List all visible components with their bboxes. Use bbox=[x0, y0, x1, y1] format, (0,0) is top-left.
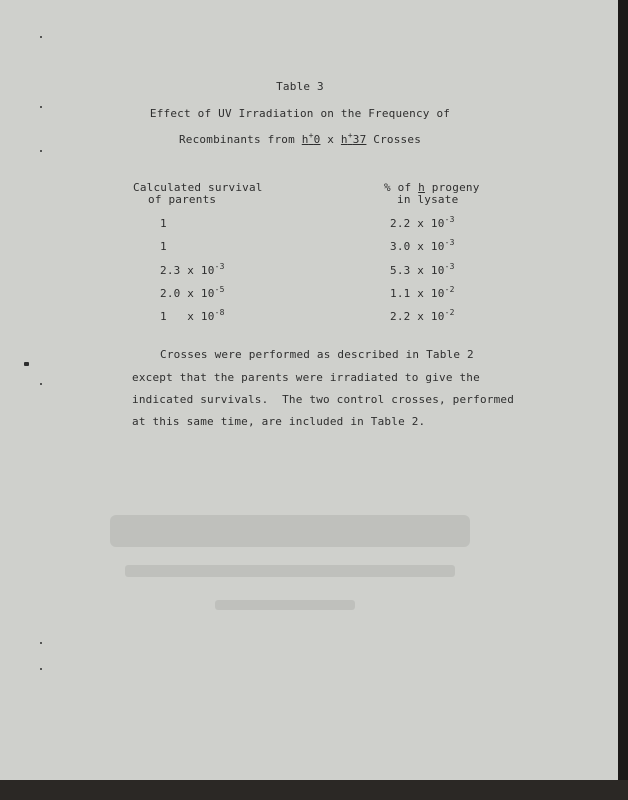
caption-prefix: Recombinants from bbox=[178, 133, 302, 146]
cross-right bbox=[341, 133, 367, 146]
cross-right-num: 37 bbox=[352, 133, 367, 146]
note-line2: except that the parents were irradiated to give the bbox=[132, 371, 480, 384]
margin-speck bbox=[40, 383, 42, 385]
col2-header-suffix: progeny bbox=[424, 181, 480, 194]
cross-right-sup: + bbox=[347, 131, 353, 140]
row-3-progeny bbox=[390, 262, 455, 277]
table-caption-line1: Effect of UV Irradiation on the Frequency of bbox=[149, 107, 451, 120]
progeny-base: 2.2 x 10 bbox=[390, 310, 445, 323]
watermark-bleedthrough bbox=[95, 505, 495, 645]
margin-speck bbox=[40, 36, 42, 38]
progeny-exp: -3 bbox=[444, 262, 455, 271]
progeny-base: 3.0 x 10 bbox=[390, 240, 445, 253]
row-2-survival bbox=[160, 238, 167, 253]
survival-exp: -5 bbox=[214, 285, 225, 294]
row-5-survival bbox=[160, 308, 225, 323]
col2-header-prefix: % of bbox=[384, 181, 419, 194]
row-4-progeny bbox=[390, 285, 455, 300]
cross-times: x bbox=[320, 133, 341, 146]
cross-left bbox=[302, 133, 321, 146]
caption-suffix: Crosses bbox=[366, 133, 422, 146]
col1-header-line1: Calculated survival bbox=[133, 181, 263, 194]
cross-left-sup: + bbox=[308, 131, 314, 140]
note-line1: Crosses were performed as described in Table 2 bbox=[160, 348, 474, 361]
cross-left-num: 0 bbox=[313, 133, 321, 146]
table-title: Table 3 bbox=[276, 80, 324, 93]
survival-base: 2.3 x 10 bbox=[160, 264, 215, 277]
margin-speck bbox=[40, 150, 42, 152]
row-2-progeny bbox=[390, 238, 455, 253]
progeny-exp: -3 bbox=[444, 238, 455, 247]
cross-left-base: h bbox=[301, 133, 309, 146]
row-1-progeny bbox=[390, 215, 455, 230]
col2-header-h: h bbox=[418, 181, 425, 194]
row-3-survival bbox=[160, 262, 225, 277]
survival-exp: -8 bbox=[214, 308, 225, 317]
row-5-progeny bbox=[390, 308, 455, 323]
survival-base: 2.0 x 10 bbox=[160, 287, 215, 300]
table-caption-line2 bbox=[0, 131, 600, 146]
survival-exp: -3 bbox=[214, 262, 225, 271]
progeny-exp: -3 bbox=[444, 215, 455, 224]
survival-base: 1 bbox=[160, 217, 167, 230]
note-line4: at this same time, are included in Table 2. bbox=[132, 415, 426, 428]
survival-base: 1 x 10 bbox=[160, 310, 215, 323]
col2-header-line2: in lysate bbox=[397, 193, 459, 206]
margin-speck bbox=[40, 642, 42, 644]
row-1-survival bbox=[160, 215, 167, 230]
progeny-base: 1.1 x 10 bbox=[390, 287, 445, 300]
progeny-exp: -2 bbox=[444, 285, 455, 294]
note-line3: indicated survivals. The two control crosses, performed bbox=[132, 393, 515, 406]
survival-base: 1 bbox=[160, 240, 167, 253]
progeny-base: 2.2 x 10 bbox=[390, 217, 445, 230]
progeny-base: 5.3 x 10 bbox=[390, 264, 445, 277]
scan-bottom-edge bbox=[0, 780, 628, 800]
progeny-exp: -2 bbox=[444, 308, 455, 317]
margin-speck bbox=[40, 106, 42, 108]
scan-right-edge bbox=[618, 0, 628, 800]
margin-speck bbox=[24, 362, 29, 366]
margin-speck bbox=[40, 668, 42, 670]
col1-header-line2: of parents bbox=[148, 193, 217, 206]
cross-right-base: h bbox=[340, 133, 348, 146]
row-4-survival bbox=[160, 285, 225, 300]
